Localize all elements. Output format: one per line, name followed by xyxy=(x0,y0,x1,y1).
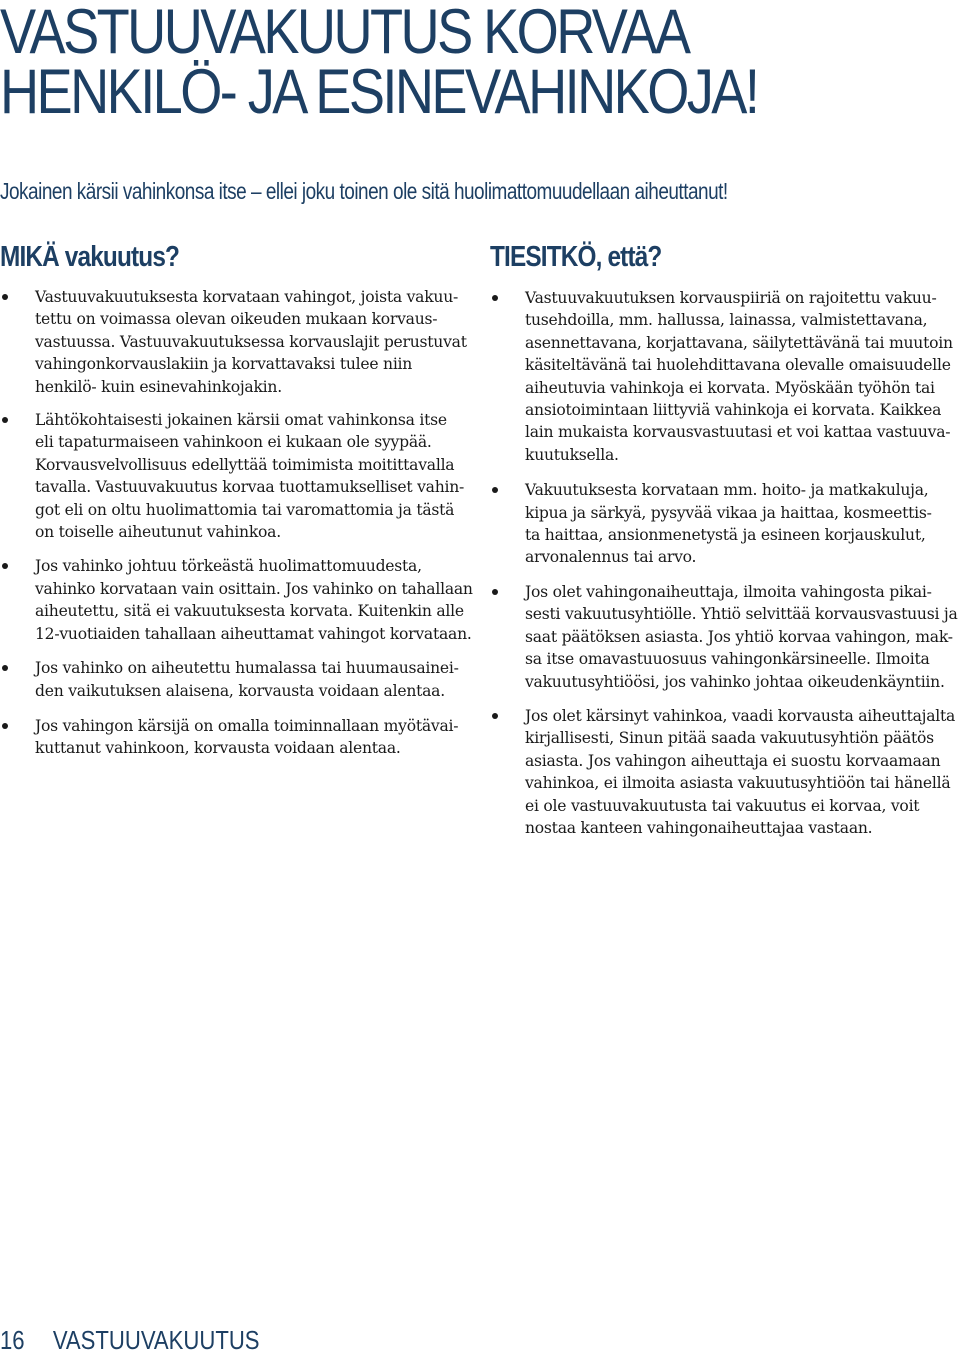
bullet-text-line: Vastuuvakuutuksesta korvataan vahingot, joista vakuu- xyxy=(35,288,459,306)
bullet-text-line: on toiselle aiheutunut vahinkoa. xyxy=(35,523,281,542)
page-number: 16 xyxy=(0,1325,25,1355)
bullet-text xyxy=(35,409,470,543)
bullet-dot-icon xyxy=(492,589,498,595)
bullet-text-line: vahinkoa, ei ilmoita asiasta vakuutusyhtiöön tai hänellä xyxy=(525,774,951,793)
bullet-item xyxy=(490,287,960,466)
bullet-text-line: kuutuksella. xyxy=(525,445,619,464)
right-column xyxy=(490,240,960,839)
bullet-text-line: Vastuuvakuutuksen korvauspiiriä on rajoitettu vakuu- xyxy=(525,289,937,307)
footer-section-title: VASTUUVAKUUTUS xyxy=(52,1325,260,1355)
bullet-text-line: got eli on oltu huolimattomia tai varomattomia ja tästä xyxy=(35,500,455,519)
bullet-text-line: aiheutettu, sitä ei vakuutuksesta korvata. Kuitenkin alle xyxy=(35,602,464,621)
bullet-text-line: Lähtökohtaisesti jokainen kärsii omat vahinkonsa itse xyxy=(35,411,447,430)
page-footer xyxy=(0,1325,260,1355)
bullet-dot-icon xyxy=(2,294,8,300)
bullet-dot-icon xyxy=(2,723,8,729)
bullet-text-line: eli tapaturmaiseen vahinkoon ei kukaan ole syypää. xyxy=(35,433,432,452)
bullet-text-line: ta haittaa, ansionmenetystä ja esineen korjauskulut, xyxy=(525,526,926,545)
bullet-text xyxy=(35,657,470,702)
bullet-text-line: kipua ja särkyä, pysyvää vikaa ja haittaa, kosmeettis- xyxy=(525,503,932,522)
bullet-text-line: vahinko korvataan vain osittain. Jos vahinko on tahallaan xyxy=(35,579,473,598)
bullet-dot-icon xyxy=(2,563,8,569)
bullet-text-line: kirjallisesti, Sinun pitää saada vakuutusyhtiön päätös xyxy=(525,729,934,748)
bullet-text-line: aiheutuvia vahinkoja ei korvata. Myöskään työhön tai xyxy=(525,378,935,397)
bullet-item xyxy=(490,581,960,693)
bullet-text xyxy=(525,705,960,839)
bullet-text xyxy=(35,286,470,398)
bullet-text-line: ei ole vastuuvakuutusta tai vakuutus ei korvaa, voit xyxy=(525,796,920,815)
page-title xyxy=(0,0,826,127)
bullet-item xyxy=(0,409,470,543)
page-title-line-1: VASTUUVAKUUTUS KORVAA xyxy=(0,0,689,67)
bullet-item xyxy=(0,286,470,398)
bullet-text-line: kuttanut vahinkoon, korvausta voidaan alentaa. xyxy=(35,739,401,758)
bullet-text-line: sa itse omavastuuosuus vahingonkärsineelle. Ilmoita xyxy=(525,650,930,669)
bullet-item xyxy=(0,555,473,645)
bullet-text-line: vahingonkorvauslakiin ja korvattavaksi tulee niin xyxy=(35,355,413,374)
bullet-text-line: vastuussa. Vastuuvakuutuksessa korvauslajit perustuvat xyxy=(35,332,467,351)
bullet-dot-icon xyxy=(492,295,498,301)
bullet-text-line: Jos olet kärsinyt vahinkoa, vaadi korvausta aiheuttajalta xyxy=(525,706,956,725)
bullet-text-line: Jos vahinko on aiheutettu humalassa tai huumausainei- xyxy=(35,659,459,678)
bullet-text-line: Jos vahingon kärsijä on omalla toiminnallaan myötävai- xyxy=(35,716,459,735)
bullet-text-line: asennettavana, korjattavana, säilytettävänä tai muutoin xyxy=(525,333,953,352)
bullet-dot-icon xyxy=(2,417,8,423)
bullet-item xyxy=(0,715,470,760)
bullet-text-line: tusehdoilla, mm. hallussa, lainassa, valmistettavana, xyxy=(525,311,928,330)
bullet-text xyxy=(525,287,960,466)
bullet-text-line: vakuutusyhtiöösi, jos vahinko johtaa oikeudenkäyntiin. xyxy=(525,672,945,691)
bullet-text xyxy=(35,555,473,645)
left-column-heading: MIKÄ vakuutus? xyxy=(0,241,180,273)
bullet-text-line: Jos vahinko johtuu törkeästä huolimattomuudesta, xyxy=(35,557,422,576)
bullet-text-line: henkilö- kuin esinevahinkojakin. xyxy=(35,377,282,396)
bullet-text-line: sesti vakuutusyhtiölle. Yhtiö selvittää korvausvastuusi ja xyxy=(525,605,958,624)
bullet-text-line: ansiotoimintaan liittyviä vahinkoja ei korvata. Kaikkea xyxy=(525,401,942,420)
bullet-item xyxy=(490,705,960,839)
right-bullet-list xyxy=(490,287,960,839)
left-bullet-list xyxy=(0,286,473,760)
bullet-text xyxy=(525,479,960,569)
bullet-text-line: saat päätöksen asiasta. Jos yhtiö korvaa vahingon, mak- xyxy=(525,627,953,646)
bullet-text-line: Jos olet vahingonaiheuttaja, ilmoita vahingosta pikai- xyxy=(525,582,932,601)
bullet-text-line: arvonalennus tai arvo. xyxy=(525,548,697,567)
bullet-text xyxy=(525,581,960,693)
bullet-text-line: tettu on voimassa olevan oikeuden mukaan korvaus- xyxy=(35,310,438,329)
left-column xyxy=(0,240,473,760)
bullet-dot-icon xyxy=(492,487,498,493)
bullet-text-line: Korvausvelvollisuus edellyttää toimimista moitittavalla xyxy=(35,455,455,474)
bullet-item xyxy=(0,657,470,702)
bullet-dot-icon xyxy=(492,713,498,719)
bullet-text-line: den vaikutuksen alaisena, korvausta voidaan alentaa. xyxy=(35,681,445,700)
bullet-text-line: käsiteltävänä tai huolehdittavana olevalle omaisuudelle xyxy=(525,356,951,375)
bullet-text-line: nostaa kanteen vahingonaiheuttajaa vastaan. xyxy=(525,818,873,837)
right-column-heading: TIESITKÖ, että? xyxy=(490,241,662,273)
bullet-text-line: lain mukaista korvausvastuutasi et voi kattaa vastuuva- xyxy=(525,423,951,442)
bullet-text-line: asiasta. Jos vahingon aiheuttaja ei suostu korvaamaan xyxy=(525,751,941,770)
lead-paragraph: Jokainen kärsii vahinkonsa itse – ellei joku toinen ole sitä huolimattomuudellaan aiheuttanut! xyxy=(0,178,728,204)
bullet-text-line: tavalla. Vastuuvakuutus korvaa tuottamukselliset vahin- xyxy=(35,478,465,497)
bullet-text xyxy=(35,715,470,760)
bullet-dot-icon xyxy=(2,665,8,671)
bullet-item xyxy=(490,479,960,569)
page-title-line-2: HENKILÖ- JA ESINEVAHINKOJA! xyxy=(0,57,758,127)
bullet-text-line: Vakuutuksesta korvataan mm. hoito- ja matkakuluja, xyxy=(525,481,929,500)
bullet-text-line: 12-vuotiaiden tahallaan aiheuttamat vahingot korvataan. xyxy=(35,624,472,643)
